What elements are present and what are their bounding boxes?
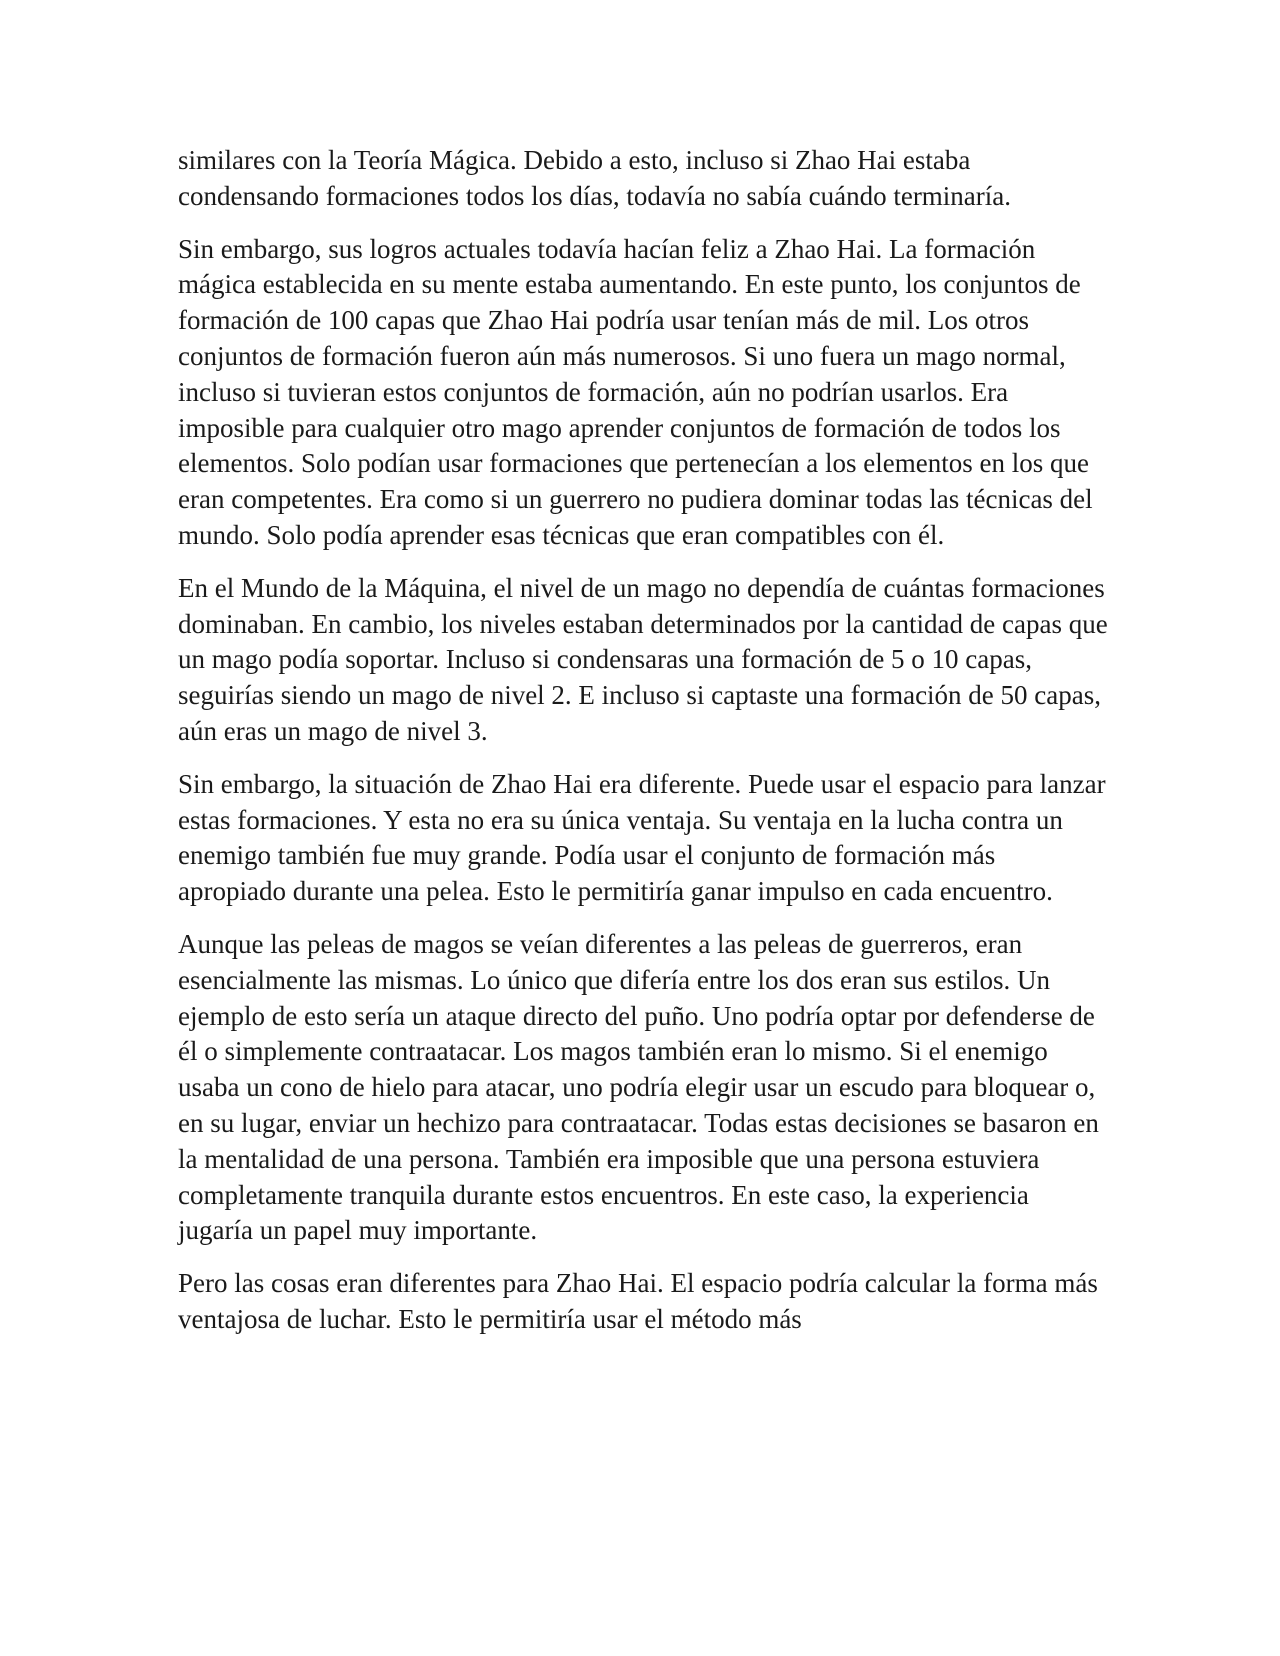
paragraph: Aunque las peleas de magos se veían diferentes a las peleas de guerreros, eran esencialmente las mismas. Lo único que difería entre los dos eran sus estilos. Un ejemplo de esto sería un ataque directo del puño. Uno podría optar por defenderse de él o simplemente contraatacar. Los magos también eran lo mismo. Si el enemigo usaba un cono de hielo para atacar, uno podría elegir usar un escudo para bloquear o, en su lugar, enviar un hechizo para contraatacar. Todas estas decisiones se basaron en la mentalidad de una persona. También era imposible que una persona estuviera completamente tranquila durante estos encuentros. En este caso, la experiencia jugaría un papel muy importante. [178,928,1099,1246]
document-page [178,143,1108,1338]
paragraph: Sin embargo, la situación de Zhao Hai era diferente. Puede usar el espacio para lanzar estas formaciones. Y esta no era su única ventaja. Su ventaja en la lucha contra un enemigo también fue muy grande. Podía usar el conjunto de formación más apropiado durante una pelea. Esto le permitiría ganar impulso en cada encuentro. [178,768,1106,907]
paragraph: similares con la Teoría Mágica. Debido a esto, incluso si Zhao Hai estaba condensando formaciones todos los días, todavía no sabía cuándo terminaría. [178,145,1012,211]
paragraph: Pero las cosas eran diferentes para Zhao Hai. El espacio podría calcular la forma más ventajosa de luchar. Esto le permitiría usar el método más [178,1268,1098,1334]
paragraph: Sin embargo, sus logros actuales todavía hacían feliz a Zhao Hai. La formación mágica establecida en su mente estaba aumentando. En este punto, los conjuntos de formación de 100 capas que Zhao Hai podría usar tenían más de mil. Los otros conjuntos de formación fueron aún más numerosos. Si uno fuera un mago normal, incluso si tuvieran estos conjuntos de formación, aún no podrían usarlos. Era imposible para cualquier otro mago aprender conjuntos de formación de todos los elementos. Solo podían usar formaciones que pertenecían a los elementos en los que eran competentes. Era como si un guerrero no pudiera dominar todas las técnicas del mundo. Solo podía aprender esas técnicas que eran compatibles con él. [178,233,1093,550]
paragraph: En el Mundo de la Máquina, el nivel de un mago no dependía de cuántas formaciones dominaban. En cambio, los niveles estaban determinados por la cantidad de capas que un mago podía soportar. Incluso si condensaras una formación de 5 o 10 capas, seguirías siendo un mago de nivel 2. E incluso si captaste una formación de 50 capas, aún eras un mago de nivel 3. [178,572,1108,746]
